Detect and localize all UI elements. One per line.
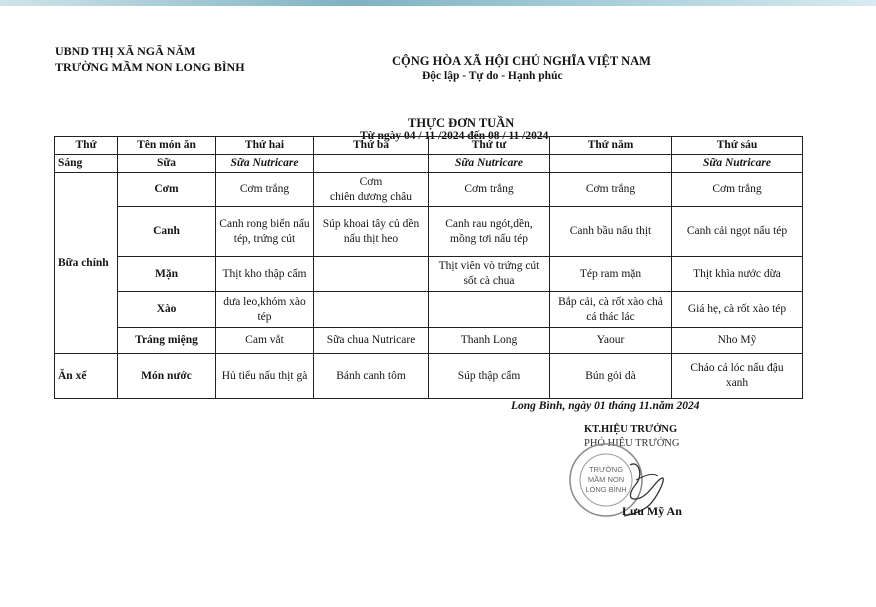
header-day: Thứ năm <box>550 137 672 155</box>
authority-name: UBND THỊ XÃ NGÃ NĂM <box>55 44 196 58</box>
meal-label: Sáng <box>55 155 118 173</box>
table-row <box>55 292 803 328</box>
menu-cell: Sữa Nutricare <box>216 155 314 173</box>
school-name: TRƯỜNG MẦM NON LONG BÌNH <box>55 60 245 74</box>
signer-subrole: PHÓ HIỆU TRƯỞNG <box>584 438 680 449</box>
menu-cell: Sữa Nutricare <box>672 155 803 173</box>
menu-cell: Bắp cải, cà rốt xào chả cá thác lác <box>550 292 672 328</box>
meal-label: Bữa chính <box>55 173 118 354</box>
menu-cell: Cơm trắng <box>550 173 672 207</box>
menu-cell: Giá hẹ, cà rốt xào tép <box>672 292 803 328</box>
menu-cell: Canh cải ngọt nấu tép <box>672 207 803 257</box>
menu-cell: Cơm trắng <box>216 173 314 207</box>
weekly-menu-table <box>54 136 803 399</box>
menu-cell: Cơm trắng <box>429 173 550 207</box>
menu-cell: Thịt kho thập cẩm <box>216 257 314 292</box>
menu-cell: Súp khoai tây củ dền nấu thịt heo <box>314 207 429 257</box>
menu-cell: Sữa chua Nutricare <box>314 328 429 354</box>
dish-type: Sữa <box>118 155 216 173</box>
table-row <box>55 257 803 292</box>
menu-cell <box>314 155 429 173</box>
menu-cell: Nho Mỹ <box>672 328 803 354</box>
menu-cell: Cháo cá lóc nấu đậu xanh <box>672 354 803 399</box>
seal-line: LONG BÌNH <box>585 485 627 494</box>
header-day: Thứ sáu <box>672 137 803 155</box>
menu-cell: Hủ tiếu nấu thịt gà <box>216 354 314 399</box>
menu-cell: Thịt viên vò trứng cút sốt cà chua <box>429 257 550 292</box>
date-range: Từ ngày 04 / 11 /2024 đến 08 / 11 /2024 <box>360 130 549 142</box>
menu-cell <box>314 292 429 328</box>
menu-cell: Canh rau ngót,dền, mồng tơi nấu tép <box>429 207 550 257</box>
table-row <box>55 155 803 173</box>
dish-type: Mặn <box>118 257 216 292</box>
menu-cell: Bún gỏi dà <box>550 354 672 399</box>
menu-cell: Thanh Long <box>429 328 550 354</box>
menu-cell: Cam vắt <box>216 328 314 354</box>
page-title: THỰC ĐƠN TUẦN <box>408 116 515 130</box>
header-day: Thứ tư <box>429 137 550 155</box>
menu-cell: Tép ram mặn <box>550 257 672 292</box>
place-date: Long Bình, ngày 01 tháng 11.năm 2024 <box>511 400 700 412</box>
menu-cell <box>314 257 429 292</box>
header-thu: Thứ <box>55 137 118 155</box>
seal-line: MẦM NON <box>587 475 625 484</box>
dish-type: Cơm <box>118 173 216 207</box>
menu-cell: Súp thập cẩm <box>429 354 550 399</box>
dish-type: Canh <box>118 207 216 257</box>
table-row <box>55 207 803 257</box>
top-edge <box>0 0 876 6</box>
menu-cell: Cơm chiên dương châu <box>314 173 429 207</box>
menu-cell: Canh bầu nấu thịt <box>550 207 672 257</box>
menu-cell <box>550 155 672 173</box>
table-header-row <box>55 137 803 155</box>
table-row <box>55 354 803 399</box>
header-ten-mon: Tên món ăn <box>118 137 216 155</box>
header-day: Thứ ba <box>314 137 429 155</box>
meal-label: Ăn xế <box>55 354 118 399</box>
signer-role: KT.HIỆU TRƯỞNG <box>584 424 678 435</box>
menu-cell: Thịt khìa nước dừa <box>672 257 803 292</box>
menu-cell: dưa leo,khóm xào tép <box>216 292 314 328</box>
table-row <box>55 328 803 354</box>
dish-type: Món nước <box>118 354 216 399</box>
table-row <box>55 173 803 207</box>
menu-cell: Sữa Nutricare <box>429 155 550 173</box>
national-motto: Độc lập - Tự do - Hạnh phúc <box>422 70 563 82</box>
dish-type: Tráng miệng <box>118 328 216 354</box>
menu-cell: Cơm trắng <box>672 173 803 207</box>
menu-cell: Yaour <box>550 328 672 354</box>
dish-type: Xào <box>118 292 216 328</box>
nation-name: CỘNG HÒA XÃ HỘI CHỦ NGHĨA VIỆT NAM <box>392 54 651 68</box>
menu-cell: Bánh canh tôm <box>314 354 429 399</box>
signer-name: Lưu Mỹ An <box>622 504 682 518</box>
menu-cell: Canh rong biển nấu tép, trứng cút <box>216 207 314 257</box>
header-day: Thứ hai <box>216 137 314 155</box>
menu-cell <box>429 292 550 328</box>
seal-line: TRƯỜNG <box>588 465 624 474</box>
